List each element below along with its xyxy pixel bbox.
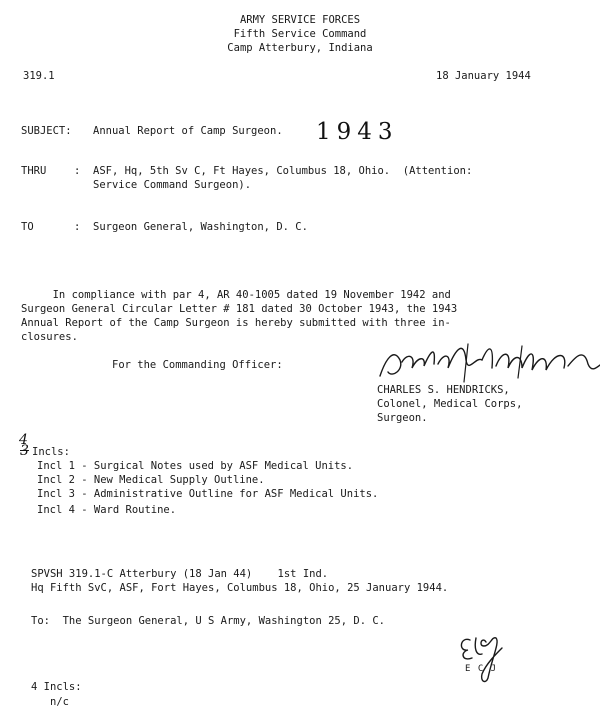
thru-colon: : — [74, 165, 81, 177]
inclosure-item: Incl 1 - Surgical Notes used by ASF Medical Units. — [37, 460, 354, 472]
letterhead-line-2: Fifth Service Command — [233, 28, 367, 40]
handwritten-initials — [452, 628, 522, 684]
handwritten-incl-count: 4 — [19, 432, 28, 448]
body-line: Surgeon General Circular Letter # 181 dated 30 October 1943, the 1943 — [21, 303, 458, 315]
handwritten-signature — [372, 338, 600, 386]
signer-title: Surgeon. — [377, 412, 428, 424]
inclosures-label: Incls: — [32, 446, 70, 458]
inclosure-item: Incl 2 - New Medical Supply Outline. — [37, 474, 265, 486]
initials-typed: E C J — [465, 664, 498, 674]
body-line: Annual Report of the Camp Surgeon is hereby submitted with three in- — [21, 317, 451, 329]
subject-label: SUBJECT: — [21, 125, 72, 137]
letterhead-line-3: Camp Atterbury, Indiana — [227, 42, 373, 54]
signer-rank: Colonel, Medical Corps, — [377, 398, 523, 410]
to-text: Surgeon General, Washington, D. C. — [93, 221, 308, 233]
indorsement-line-1: SPVSH 319.1-C Atterbury (18 Jan 44) 1st Ind. — [31, 568, 329, 580]
handwritten-year: 1943 — [316, 119, 399, 145]
struck-incl-count: 3 — [20, 443, 29, 459]
to-label: TO — [21, 221, 34, 233]
thru-line-1: ASF, Hq, 5th Sv C, Ft Hayes, Columbus 18, Ohio. (Attention: — [93, 165, 473, 177]
body-line: closures. — [21, 331, 78, 343]
thru-line-2: Service Command Surgeon). — [93, 179, 252, 191]
indorsement-incls: 4 Incls: — [31, 681, 82, 693]
letterhead-line-1: ARMY SERVICE FORCES — [239, 14, 361, 26]
file-number: 319.1 — [23, 70, 55, 82]
to-colon: : — [74, 221, 81, 233]
inclosure-item: Incl 4 - Ward Routine. — [37, 504, 177, 516]
body-line: In compliance with par 4, AR 40-1005 dated 19 November 1942 and — [21, 289, 451, 301]
indorsement-line-2: Hq Fifth SvC, ASF, Fort Hayes, Columbus 18, Ohio, 25 January 1944. — [31, 582, 449, 594]
document-date: 18 January 1944 — [436, 70, 531, 82]
thru-label: THRU — [21, 165, 47, 177]
signer-name: CHARLES S. HENDRICKS, — [377, 384, 510, 396]
indorsement-to: To: The Surgeon General, U S Army, Washington 25, D. C. — [31, 615, 386, 627]
subject-text: Annual Report of Camp Surgeon. — [93, 125, 283, 137]
inclosure-item: Incl 3 - Administrative Outline for ASF Medical Units. — [37, 488, 379, 500]
for-commanding-officer: For the Commanding Officer: — [112, 359, 283, 371]
indorsement-nc: n/c — [50, 696, 69, 708]
